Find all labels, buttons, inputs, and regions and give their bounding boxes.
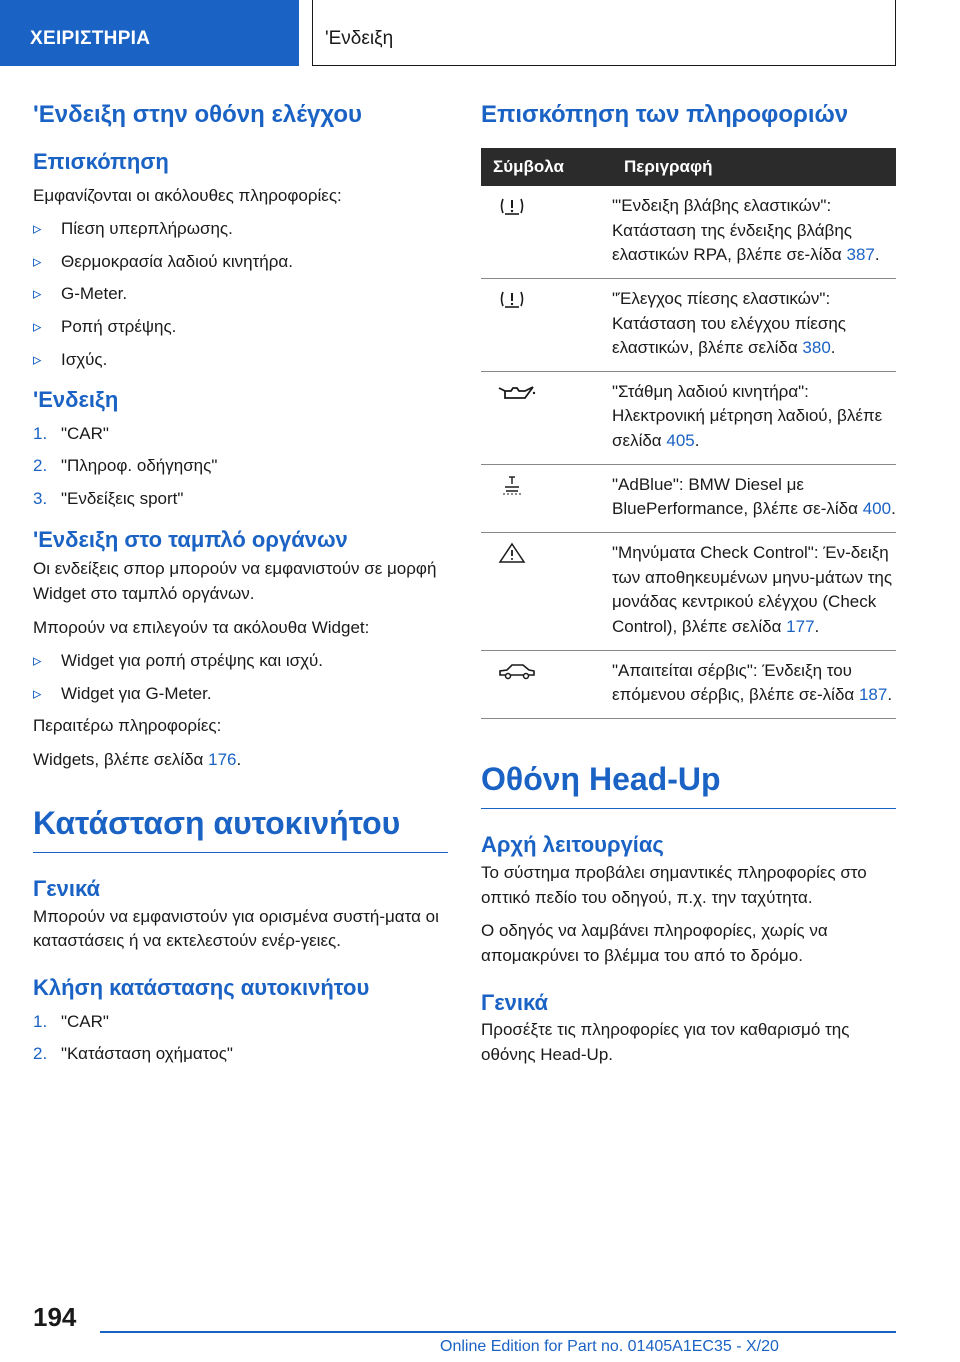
adblue-icon (497, 473, 527, 497)
list-item: ▹ Ισχύς. (33, 348, 448, 373)
more-info-label: Περαιτέρω πληροφορίες: (33, 716, 222, 736)
edition-note: Online Edition for Part no. 01405A1EC35 - X/20 (440, 1338, 779, 1355)
step-item: 2. "Κατάσταση οχήματος" (33, 1044, 233, 1064)
step-item: 2. "Πληροφ. οδήγησης" (33, 456, 218, 476)
footer-divider (100, 1331, 896, 1333)
table-row: "AdBlue": BMW Diesel με BluePerformance, βλέπε σε-λίδα 400. (481, 464, 896, 532)
heading-vehicle-status: Κατάσταση αυτοκινήτου (33, 803, 448, 854)
widgets-reference: Widgets, βλέπε σελίδα 176. (33, 750, 242, 770)
principle-paragraph-2: Ο οδηγός να λαμβάνει πληροφορίες, χωρίς να απομακρύνει το βλέμμα του από το δρόμο. (481, 921, 828, 965)
triangle-bullet-icon: ▹ (33, 317, 42, 337)
right-column (481, 100, 896, 1076)
header-section: ΧΕΙΡΙΣΤΗΡΙΑ (0, 0, 299, 66)
list-item: ▹ Widget για ροπή στρέψης και ισχύ. (33, 649, 448, 674)
heading-general-hud: Γενικά (481, 989, 549, 1015)
page-number: 194 (33, 1302, 77, 1332)
column-header-symbols: Σύμβολα (481, 148, 612, 186)
hud-general-paragraph: Προσέξτε τις πληροφορίες για τον καθαρισμό της οθόνης Head-Up. (481, 1020, 850, 1064)
heading-head-up-display: Οθόνη Head-Up (481, 759, 896, 810)
table-row: "Έλεγχος πίεσης ελαστικών": Κατάσταση του ελέγχου πίεσης ελαστικών, βλέπε σελίδα 380. (481, 278, 896, 371)
overview-intro: Εμφανίζονται οι ακόλουθες πληροφορίες: (33, 185, 342, 205)
principle-paragraph: Το σύστημα προβάλει σημαντικές πληροφορίες στο οπτικό πεδίο του οδηγού, π.χ. την ταχύτητα. (481, 862, 867, 907)
step-item: 1. "CAR" (33, 423, 109, 443)
heading-control-display: 'Ενδειξη στην οθόνη ελέγχου (33, 101, 362, 128)
page-link[interactable]: 187 (858, 685, 888, 705)
triangle-bullet-icon: ▹ (33, 219, 42, 239)
table-row: "'Ενδειξη βλάβης ελαστικών": Κατάσταση της ένδειξης βλάβης ελαστικών RPA, βλέπε σε-λίδα 387. (481, 186, 896, 278)
indication-steps (33, 422, 448, 512)
page-link[interactable]: 177 (786, 616, 815, 636)
left-column (33, 100, 448, 1081)
heading-principle: Αρχή λειτουργίας (481, 832, 664, 858)
symbols-table (481, 148, 896, 719)
header-chapter: 'Ενδειξη (312, 0, 896, 66)
overview-list (33, 217, 448, 372)
page-link[interactable]: 176 (208, 750, 237, 770)
general-paragraph: Μπορούν να εμφανιστούν για ορισμένα συστή-ματα οι καταστάσεις ή να εκτελεστούν ενέρ-γειες. (33, 906, 439, 951)
heading-general: Γενικά (33, 876, 101, 902)
table-row: "Στάθμη λαδιού κινητήρα": Ηλεκτρονική μέτρηση λαδιού, βλέπε σελίδα 405. (481, 371, 896, 464)
heading-overview: Επισκόπηση (33, 149, 169, 174)
triangle-bullet-icon: ▹ (33, 651, 42, 671)
cluster-paragraph: Οι ενδείξεις σπορ μπορούν να εμφανιστούν σε μορφή Widget στο ταμπλό οργάνων. (33, 559, 437, 603)
list-item: ▹ G-Meter. (33, 282, 448, 307)
table-row: "Μηνύματα Check Control": Έν-δειξη των αποθηκευμένων μηνυ-μάτων της μονάδας κεντρικού ελέγχου (Check Control), βλέπε σελίδα 177. (481, 533, 896, 651)
cluster-paragraph-2: Μπορούν να επιλεγούν τα ακόλουθα Widget: (33, 617, 370, 637)
step-item: 3. "Ενδείξεις sport" (33, 489, 184, 509)
tire-pressure-icon (497, 287, 527, 311)
oil-can-icon (497, 380, 537, 404)
list-item: ▹ Ροπή στρέψης. (33, 315, 448, 340)
page-link[interactable]: 400 (862, 499, 892, 519)
heading-call-status: Κλήση κατάστασης αυτοκινήτου (33, 975, 370, 1001)
car-service-icon (497, 659, 537, 683)
page-link[interactable]: 387 (846, 245, 875, 265)
column-header-description: Περιγραφή (612, 148, 896, 186)
call-status-steps (33, 1010, 448, 1067)
list-item: ▹ Πίεση υπερπλήρωσης. (33, 217, 448, 242)
heading-info-overview: Επισκόπηση των πληροφοριών (481, 101, 849, 128)
page-link[interactable]: 380 (802, 338, 831, 358)
page-link[interactable]: 405 (666, 431, 695, 451)
triangle-bullet-icon: ▹ (33, 251, 42, 271)
triangle-bullet-icon: ▹ (33, 683, 42, 703)
widget-list (33, 649, 448, 706)
triangle-bullet-icon: ▹ (33, 284, 42, 304)
heading-indication: 'Ενδειξη (33, 387, 119, 413)
heading-instrument-cluster: 'Ενδειξη στο ταμπλό οργάνων (33, 526, 348, 552)
warning-triangle-icon (497, 541, 527, 565)
table-row: "Απαιτείται σέρβις": Ένδειξη του επόμενου σέρβις, βλέπε σε-λίδα 187. (481, 650, 896, 718)
triangle-bullet-icon: ▹ (33, 349, 42, 369)
list-item: ▹ Widget για G-Meter. (33, 682, 448, 707)
table-header-row (481, 148, 896, 186)
list-item: ▹ Θερμοκρασία λαδιού κινητήρα. (33, 250, 448, 275)
tire-warning-icon (497, 194, 527, 218)
step-item: 1. "CAR" (33, 1011, 109, 1031)
